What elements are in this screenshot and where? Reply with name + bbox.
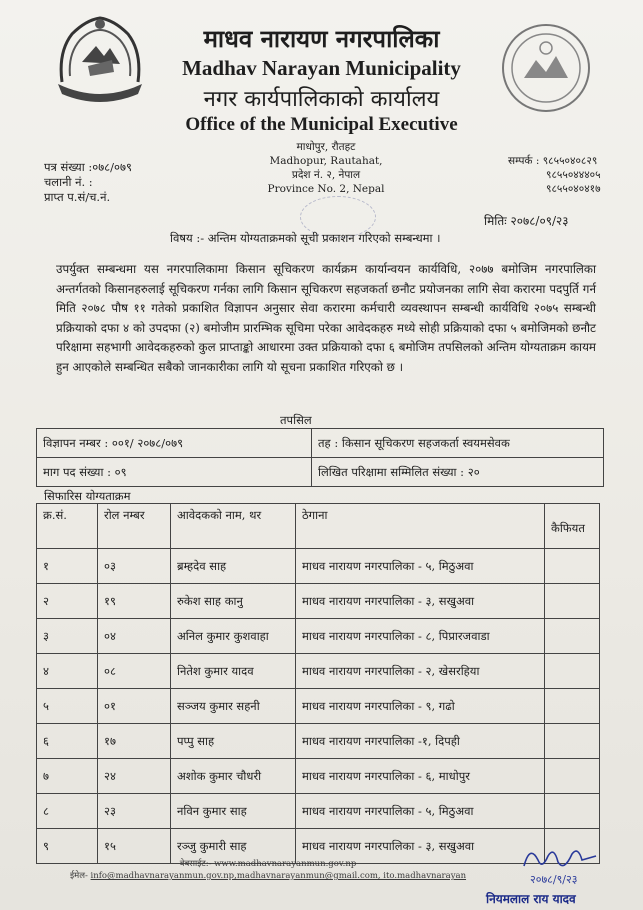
merit-list-table — [36, 503, 600, 864]
demand-posts: माग पद संख्या : ०९ — [37, 458, 312, 487]
cell-serial: १ — [37, 549, 98, 584]
reference-block — [44, 160, 132, 205]
col-address: ठेगाना — [296, 504, 545, 549]
table-header-row — [37, 504, 600, 549]
cell-roll: १९ — [98, 584, 171, 619]
cell-remarks — [545, 584, 600, 619]
table-row — [37, 549, 600, 584]
vacancy-info-table — [36, 428, 604, 487]
col-serial: क्र.सं. — [37, 504, 98, 549]
cell-roll: १५ — [98, 829, 171, 864]
cell-roll: ०४ — [98, 619, 171, 654]
subject-line: विषय :- अन्तिम योग्यताक्रमको सूची प्रकाशन गरिएको सम्बन्धमा । — [170, 231, 441, 245]
cell-serial: ७ — [37, 759, 98, 794]
cell-address: माधव नारायण नगरपालिका -१, दिपही — [296, 724, 545, 759]
cell-roll: १७ — [98, 724, 171, 759]
table-row — [37, 654, 600, 689]
cell-remarks — [545, 794, 600, 829]
cell-address: माधव नारायण नगरपालिका - ५, मिठुअवा — [296, 794, 545, 829]
phone-number: ९८५५०४०४१७ — [546, 183, 601, 195]
cell-name: अनिल कुमार कुशवाहा — [171, 619, 296, 654]
letter-number: पत्र संख्या :०७८/०७९ — [44, 160, 132, 174]
contact-label: सम्पर्क : — [508, 155, 540, 167]
advertisement-number: विज्ञापन नम्बर : ००१/ २०७८/०७९ — [37, 429, 312, 458]
post-level: तह : किसान सूचिकरण सहजकर्ता स्वयमसेवक — [312, 429, 604, 458]
cell-name: रञ्जु कुमारी साह — [171, 829, 296, 864]
details-heading: तपसिल — [280, 413, 312, 427]
table-row — [37, 759, 600, 794]
cell-remarks — [545, 724, 600, 759]
notice-body: उपर्युक्त सम्बन्धमा यस नगरपालिकामा किसान सूचिकरण कार्यक्रम कार्यान्वयन कार्यविधि, २०७७ बमोजिम नगरपालिका अन्तर्गतको किसानहरुलाई सूचिकरण गर्नका लागि किसान सूचिकरण सहजकर्ता छनौट प्रयोजनका लागि सेवा करारमा पदपुर्ति गर्न मिति २०७८ पौष ११ गतेको प्रकाशित विज्ञापन अनुसार सेवा करारमा कर्मचारी व्यवस्थापन सम्बन्धी कार्यविधि २०७५ सम्बन्धी प्रक्रियाको दफा ४ को उपदफा (२) बमोजीम प्रारम्भिक सूचिमा परेका आवेदकहरु मध्ये सोही प्रक्रियाको दफा ५ बमोजिमको छनौट परिक्षामा सहभागी आवेदकहरुको कुल प्राप्ताङ्को आधारमा उक्त प्रक्रियाको दफा ६ बमोजिम तपसिलको अन्तिम योग्यताक्रम कायम हुन आएकोले सम्बन्धित सबैको जानकारीका लागि यो सूचना प्रकाशित गरिएको छ । — [56, 262, 596, 374]
office-name-english: Office of the Municipal Executive — [185, 114, 458, 135]
phone-number: ९८५५०४४४०५ — [546, 169, 601, 181]
cell-serial: ८ — [37, 794, 98, 829]
received-number: प्राप्त प.सं/च.नं. — [44, 190, 111, 204]
cell-serial: ९ — [37, 829, 98, 864]
cell-address: माधव नारायण नगरपालिका - ९, गढो — [296, 689, 545, 724]
cell-remarks — [545, 689, 600, 724]
municipality-name-nepali: माधव नारायण नगरपालिका — [203, 24, 440, 53]
cell-address: माधव नारायण नगरपालिका - २, खेसरहिया — [296, 654, 545, 689]
table-row — [37, 724, 600, 759]
cell-serial: २ — [37, 584, 98, 619]
dispatch-number: चलानी नं. : — [44, 175, 93, 189]
cell-remarks — [545, 549, 600, 584]
cell-serial: ६ — [37, 724, 98, 759]
cell-serial: ५ — [37, 689, 98, 724]
footer-email-label: ईमेल- — [69, 871, 88, 881]
contact-block — [508, 154, 601, 196]
cell-address: माधव नारायण नगरपालिका - ६, माधोपुर — [296, 759, 545, 794]
recommendation-title: सिफारिस योग्यताक्रम — [44, 489, 131, 503]
cell-name: नविन कुमार साह — [171, 794, 296, 829]
cell-address: माधव नारायण नगरपालिका - ५, मिठुअवा — [296, 549, 545, 584]
footer-website[interactable]: वेबसाईट:- www.madhavnarayanmun.gov.np — [179, 859, 357, 869]
cell-roll: २४ — [98, 759, 171, 794]
address-line: माधोपुर, रौतहट — [296, 141, 356, 153]
cell-name: ब्रम्हदेव साह — [171, 549, 296, 584]
table-row — [37, 584, 600, 619]
cell-serial: ३ — [37, 619, 98, 654]
table-row — [37, 619, 600, 654]
cell-remarks — [545, 759, 600, 794]
col-remarks: कैफियत — [545, 504, 600, 549]
phone-number: ९८५५०४०८२९ — [542, 155, 598, 167]
municipality-seal-icon — [500, 22, 592, 114]
cell-remarks — [545, 654, 600, 689]
cell-name: रुकेश साह कानु — [171, 584, 296, 619]
office-address — [266, 140, 386, 196]
cell-roll: ०८ — [98, 654, 171, 689]
notice-date: मितिः २०७८/०९/२३ — [484, 214, 569, 228]
table-row — [37, 689, 600, 724]
cell-address: माधव नारायण नगरपालिका - ८, पिप्रारजवाडा — [296, 619, 545, 654]
cell-roll: २३ — [98, 794, 171, 829]
cell-address: माधव नारायण नगरपालिका - ३, सखुअवा — [296, 829, 545, 864]
cell-name: सञ्जय कुमार सहनी — [171, 689, 296, 724]
municipality-name-english: Madhav Narayan Municipality — [182, 56, 461, 80]
address-line: प्रदेश नं. २, नेपाल — [291, 169, 361, 181]
cell-name: अशोक कुमार चौधरी — [171, 759, 296, 794]
cell-name: नितेश कुमार यादव — [171, 654, 296, 689]
cell-roll: ०१ — [98, 689, 171, 724]
cell-remarks — [545, 619, 600, 654]
col-roll: रोल नम्बर — [98, 504, 171, 549]
address-line: Madhopur, Rautahat, — [269, 155, 383, 167]
exam-participants: लिखित परिक्षामा सम्मिलित संख्या : २० — [312, 458, 604, 487]
cell-serial: ४ — [37, 654, 98, 689]
footer-contact — [58, 858, 478, 882]
col-name: आवेदकको नाम, थर — [171, 504, 296, 549]
cell-address: माधव नारायण नगरपालिका - ३, सखुअवा — [296, 584, 545, 619]
signature-date: २०७८/९/२३ — [530, 873, 578, 886]
signatory-name: नियमलाल राय यादव — [486, 892, 576, 906]
footer-email[interactable]: info@madhavnarayanmun.gov.np,madhavnarayanmun@gmail.com, ito.madhavnarayan — [90, 871, 467, 881]
cell-roll: ०३ — [98, 549, 171, 584]
address-line: Province No. 2, Nepal — [267, 183, 385, 195]
table-row — [37, 794, 600, 829]
office-name-nepali: नगर कार्यपालिकाको कार्यालय — [203, 87, 440, 112]
cell-name: पप्पु साह — [171, 724, 296, 759]
